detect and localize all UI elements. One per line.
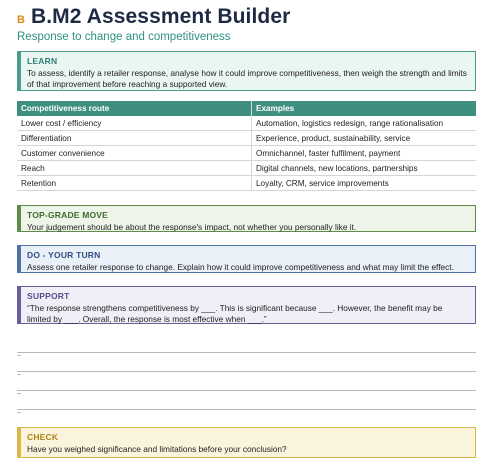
table-row [17, 131, 476, 146]
page-subtitle: Response to change and competitiveness [17, 31, 231, 43]
top-grade-box [17, 205, 476, 232]
examples-cell: Omnichannel, faster fulfilment, payment [252, 146, 477, 161]
check-text: Have you weighed significance and limitations before your conclusion? [27, 444, 287, 454]
answer-line[interactable] [17, 372, 476, 397]
support-label: SUPPORT [27, 291, 70, 301]
support-box [17, 286, 476, 324]
page-title: B.M2 Assessment Builder [30, 5, 291, 28]
table-row [17, 161, 476, 176]
route-cell: Reach [17, 161, 252, 176]
route-cell: Retention [17, 176, 252, 191]
examples-cell: Automation, logistics redesign, range rationalisation [252, 116, 477, 131]
learn-box [17, 51, 476, 91]
line-marker: – [17, 371, 21, 378]
check-label: CHECK [27, 432, 59, 442]
examples-cell: Loyalty, CRM, service improvements [252, 176, 477, 191]
check-box [17, 427, 476, 458]
do-your-turn-box [17, 245, 476, 273]
route-cell: Customer convenience [17, 146, 252, 161]
learn-label: LEARN [27, 56, 58, 66]
competitiveness-table [17, 101, 476, 191]
table-row [17, 176, 476, 191]
answer-lines[interactable] [17, 334, 476, 429]
do-your-turn-label: DO - YOUR TURN [27, 250, 101, 260]
section-badge: B [17, 14, 25, 26]
line-marker: – [17, 352, 21, 359]
header [17, 5, 290, 29]
answer-line[interactable] [17, 334, 476, 359]
examples-cell: Digital channels, new locations, partnerships [252, 161, 477, 176]
table-row [17, 146, 476, 161]
top-grade-label: TOP-GRADE MOVE [27, 210, 109, 220]
support-sentence-frame: “The response strengthens competitiveness by ___. This is significant because ___. However, the benefit may be limited by ___. Overall, the response is most effective when ___.” [27, 303, 443, 324]
table-row [17, 116, 476, 131]
line-marker: – [17, 409, 21, 416]
table-header-row [17, 101, 476, 116]
column-header-route: Competitiveness route [17, 101, 252, 116]
route-cell: Lower cost / efficiency [17, 116, 252, 131]
route-cell: Differentiation [17, 131, 252, 146]
line-marker: – [17, 390, 21, 397]
do-your-turn-text: Assess one retailer response to change. Explain how it could improve competitiveness and what may limit the effect. [27, 262, 454, 272]
answer-line[interactable] [17, 391, 476, 416]
learn-text: To assess, identify a retailer response, analyse how it could improve competitiveness, then weigh the strength and limits of that improvement before reaching a supported view. [27, 68, 467, 89]
top-grade-text: Your judgement should be about the response's impact, not whether you personally like it. [27, 222, 357, 232]
examples-cell: Experience, product, sustainability, service [252, 131, 477, 146]
column-header-examples: Examples [252, 101, 477, 116]
answer-line[interactable] [17, 353, 476, 378]
